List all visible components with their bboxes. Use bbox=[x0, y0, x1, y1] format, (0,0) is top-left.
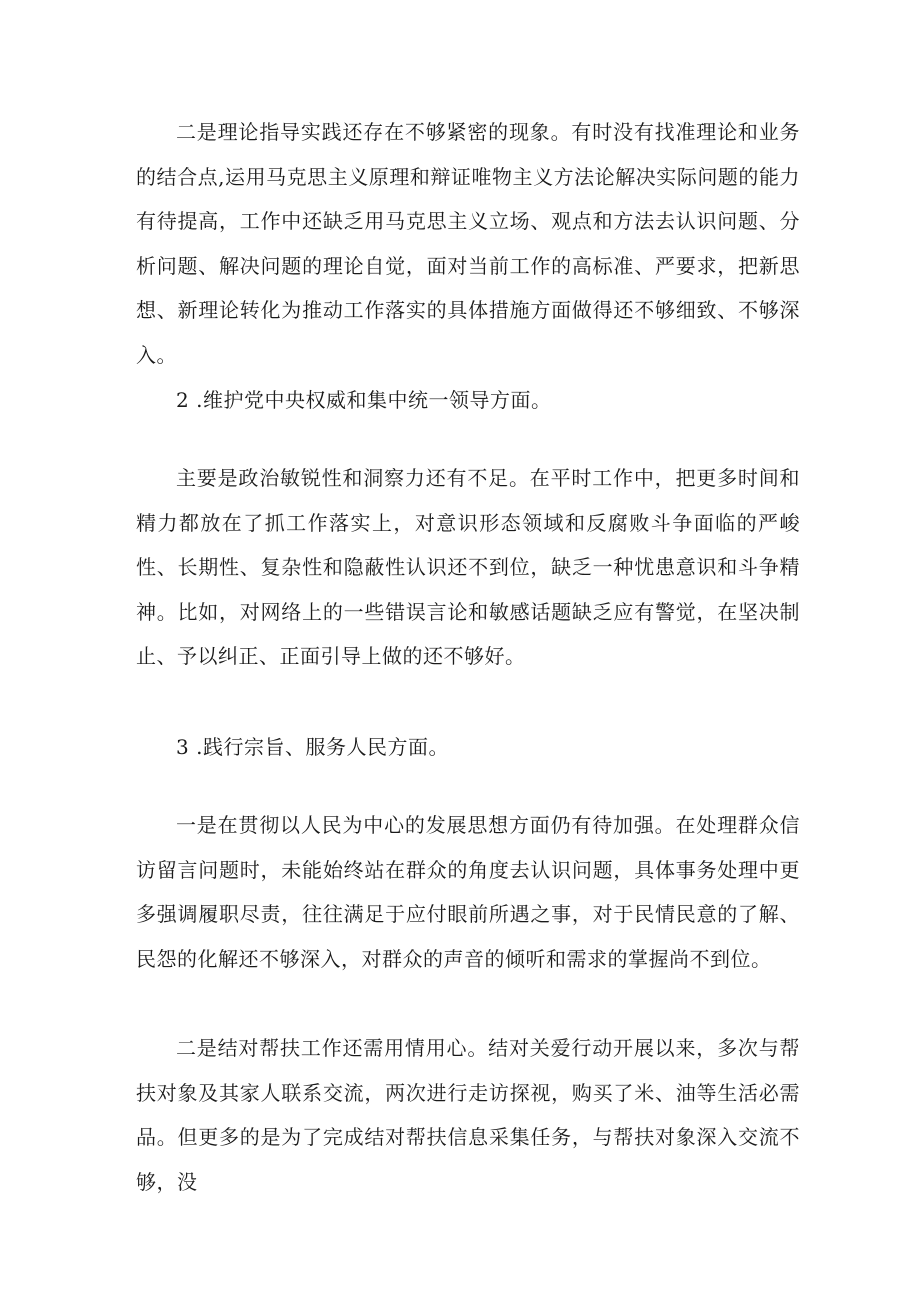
section-heading-3: 3 .践行宗旨、服务人民方面。 bbox=[176, 735, 449, 759]
paragraph-theory-practice: 二是理论指导实践还存在不够紧密的现象。有时没有找准理论和业务的结合点,运用马克思主义原理和辩证唯物主义方法论解决实际问题的能力有待提高，工作中还缺乏用马克思主义立场、观点和方法去认识问题、分析问题、解决问题的理论自觉，面对当前工作的高标准、严要求，把新思想、新理论转化为推动工作落实的具体措施方面做得还不够细致、不够深入。 bbox=[136, 120, 800, 367]
paragraph-paired-assistance: 二是结对帮扶工作还需用情用心。结对关爱行动开展以来，多次与帮扶对象及其家人联系交流，两次进行走访探视，购买了米、油等生活必需品。但更多的是为了完成结对帮扶信息采集任务，与帮扶对象深入交流不够，没 bbox=[136, 1036, 800, 1194]
section-heading-2: 2 .维护党中央权威和集中统一领导方面。 bbox=[176, 388, 552, 412]
paragraph-political-sensitivity: 主要是政治敏锐性和洞察力还有不足。在平时工作中，把更多时间和精力都放在了抓工作落实上，对意识形态领域和反腐败斗争面临的严峻性、长期性、复杂性和隐蔽性认识还不到位，缺乏一种忧患意识和斗争精神。比如，对网络上的一些错误言论和敏感话题缺乏应有警觉，在坚决制止、予以纠正、正面引导上做的还不够好。 bbox=[136, 466, 800, 669]
paragraph-people-centered: 一是在贯彻以人民为中心的发展思想方面仍有待加强。在处理群众信访留言问题时，未能始终站在群众的角度去认识问题，具体事务处理中更多强调履职尽责，往往满足于应付眼前所遇之事，对于民情民意的了解、民怨的化解还不够深入，对群众的声音的倾听和需求的掌握尚不到位。 bbox=[136, 813, 800, 971]
